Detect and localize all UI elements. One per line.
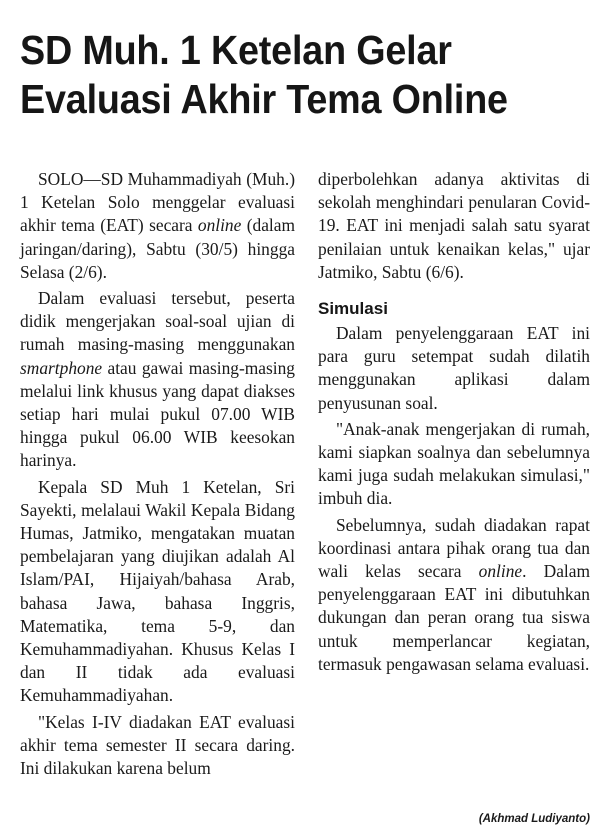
headline-line-2: Evaluasi Akhir Tema Online [20, 76, 508, 122]
paragraph-lead [20, 168, 295, 284]
subheading-simulasi: Simulasi [318, 299, 388, 319]
paragraph-2-text: Dalam evaluasi tersebut, peserta didik mengerjakan soal-soal ujian di rumah masing-masing menggunakan [20, 288, 295, 355]
paragraph-7-text-end: . Dalam penyelenggaraan EAT ini dibutuhkan dukungan dan peran orang tua siswa untuk memperlancar kegiatan, termasuk pengawasan selama evaluasi. [318, 561, 590, 674]
headline-line-1: SD Muh. 1 Ketelan Gelar [20, 27, 452, 73]
paragraph-2 [20, 287, 295, 473]
paragraph-7 [318, 514, 590, 676]
italic-online-2: online [478, 561, 523, 582]
paragraph-6: "Anak-anak mengerjakan di rumah, kami siapkan soalnya dan sebelumnya kami juga sudah melakukan simulasi," imbuh dia. [318, 418, 590, 509]
paragraph-7-text: Sebelumnya, sudah diadakan rapat koordinasi antara pihak orang tua dan wali kelas secara [318, 514, 590, 582]
article-column-left [20, 168, 295, 783]
paragraph-2-text-end: atau gawai masing-masing melalui link khusus yang dapat diakses setiap hari mulai pukul 07.00 WIB hingga pukul 06.00 WIB keesokan harinya. [20, 357, 295, 471]
article-column-right [318, 168, 590, 679]
paragraph-5: Dalam penyelenggaraan EAT ini para guru setempat sudah dilatih menggunakan aplikasi dalam penyusunan soal. [318, 323, 590, 413]
italic-online: online [197, 215, 242, 236]
paragraph-3: Kepala SD Muh 1 Ketelan, Sri Sayekti, melalaui Wakil Kepala Bidang Humas, Jatmiko, mengatakan muatan pembelajaran yang diujikan adalah Al Islam/PAI, Hijaiyah/bahasa Arab, bahasa Jawa, bahasa Inggris, Matematika, tema 5-9, dan Kemuhammadiyahan. Khusus Kelas I dan II tidak ada evaluasi Kemuhammadiyahan. [20, 476, 295, 706]
byline: (Akhmad Ludiyanto) [478, 813, 590, 825]
headline [20, 26, 549, 124]
italic-smartphone: smartphone [20, 357, 103, 378]
paragraph-lead-text: SOLO—SD Muhammadiyah (Muh.) 1 Ketelan Solo menggelar evaluasi akhir tema (EAT) secara [20, 169, 295, 236]
paragraph-4: "Kelas I-IV diadakan EAT evaluasi akhir tema semester II secara daring. Ini dilakukan karena belum [20, 711, 295, 779]
paragraph-4-continued: diperbolehkan adanya aktivitas di sekolah menghindari penularan Covid-19. EAT ini menjadi salah satu syarat penilaian untuk kenaikan kelas," ujar Jatmiko, Sabtu (6/6). [318, 169, 590, 282]
paragraph-lead-text-end: (dalam jaringan/daring), Sabtu (30/5) hingga Selasa (2/6). [20, 215, 295, 282]
